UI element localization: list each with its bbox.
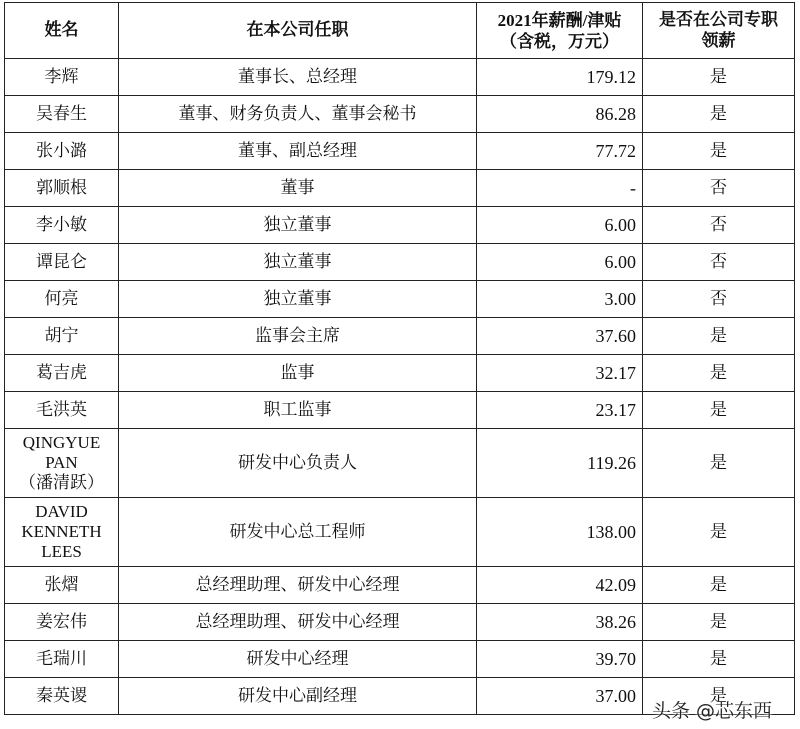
header-name: 姓名 [5,3,119,59]
table-row [5,355,795,392]
name-cell [5,429,119,498]
name-cell: 葛吉虎 [5,355,119,392]
name-line: DAVID [35,502,88,521]
name-cell: 谭昆仑 [5,244,119,281]
salary-cell: 179.12 [477,59,643,96]
full-time-cell: 是 [643,429,795,498]
salary-cell: 86.28 [477,96,643,133]
table-row [5,244,795,281]
full-time-cell: 是 [643,96,795,133]
salary-cell: 3.00 [477,281,643,318]
salary-cell: 23.17 [477,392,643,429]
table-row [5,641,795,678]
full-time-cell: 是 [643,567,795,604]
name-cell: 张小潞 [5,133,119,170]
name-line: （潘清跃） [19,473,104,492]
table-row [5,498,795,567]
salary-cell: 38.26 [477,604,643,641]
salary-cell: 119.26 [477,429,643,498]
full-time-cell: 是 [643,59,795,96]
position-cell: 董事、副总经理 [119,133,477,170]
header-full-time [643,3,795,59]
table-row [5,567,795,604]
watermark: 头条 @芯东西 [651,700,772,722]
name-line: LEES [41,542,82,561]
full-time-cell: 是 [643,678,795,715]
full-time-cell: 否 [643,244,795,281]
full-time-cell: 否 [643,281,795,318]
full-time-cell: 是 [643,392,795,429]
salary-cell: 37.00 [477,678,643,715]
salary-cell: 32.17 [477,355,643,392]
position-cell: 研发中心经理 [119,641,477,678]
position-cell: 研发中心总工程师 [119,498,477,567]
salary-cell: - [477,170,643,207]
table-row [5,207,795,244]
header-salary [477,3,643,59]
table-row [5,96,795,133]
name-line: QINGYUE [22,433,101,452]
table-row [5,281,795,318]
position-cell: 研发中心副经理 [119,678,477,715]
full-time-cell: 是 [643,498,795,567]
salary-cell: 42.09 [477,567,643,604]
full-time-cell: 否 [643,207,795,244]
full-time-cell: 是 [643,133,795,170]
salary-cell: 37.60 [477,318,643,355]
position-cell: 总经理助理、研发中心经理 [119,567,477,604]
table-row [5,170,795,207]
header-position: 在本公司任职 [119,3,477,59]
full-time-cell: 是 [643,641,795,678]
salary-cell: 6.00 [477,244,643,281]
name-cell [5,498,119,567]
name-cell: 何亮 [5,281,119,318]
table-header-row [5,3,795,59]
position-cell: 董事、财务负责人、董事会秘书 [119,96,477,133]
position-cell: 独立董事 [119,207,477,244]
header-salary-line2: （含税，万元） [500,31,619,51]
salary-cell: 138.00 [477,498,643,567]
position-cell: 独立董事 [119,244,477,281]
salary-cell: 6.00 [477,207,643,244]
header-full-time-line1: 是否在公司专职 [659,9,778,30]
table-row [5,392,795,429]
salary-cell: 39.70 [477,641,643,678]
table-row [5,318,795,355]
table-row [5,133,795,170]
name-line: KENNETH [21,522,102,541]
header-salary-line1: 2021年薪酬/津贴 [497,10,622,30]
name-cell: 胡宁 [5,318,119,355]
name-cell: 秦英谡 [5,678,119,715]
name-cell: 张熠 [5,567,119,604]
name-line: PAN [45,453,78,472]
position-cell: 研发中心负责人 [119,429,477,498]
position-cell: 董事 [119,170,477,207]
position-cell: 职工监事 [119,392,477,429]
name-cell: 李小敏 [5,207,119,244]
compensation-table [4,2,795,715]
position-cell: 监事 [119,355,477,392]
position-cell: 独立董事 [119,281,477,318]
position-cell: 总经理助理、研发中心经理 [119,604,477,641]
position-cell: 监事会主席 [119,318,477,355]
header-full-time-line2: 领薪 [701,30,736,51]
name-cell: 吴春生 [5,96,119,133]
salary-cell: 77.72 [477,133,643,170]
name-cell: 姜宏伟 [5,604,119,641]
full-time-cell: 是 [643,318,795,355]
name-cell: 李辉 [5,59,119,96]
table-row [5,429,795,498]
full-time-cell: 否 [643,170,795,207]
name-cell: 毛瑞川 [5,641,119,678]
name-cell: 毛洪英 [5,392,119,429]
table-row [5,604,795,641]
table-row [5,59,795,96]
full-time-cell: 是 [643,355,795,392]
full-time-cell: 是 [643,604,795,641]
name-cell: 郭顺根 [5,170,119,207]
position-cell: 董事长、总经理 [119,59,477,96]
